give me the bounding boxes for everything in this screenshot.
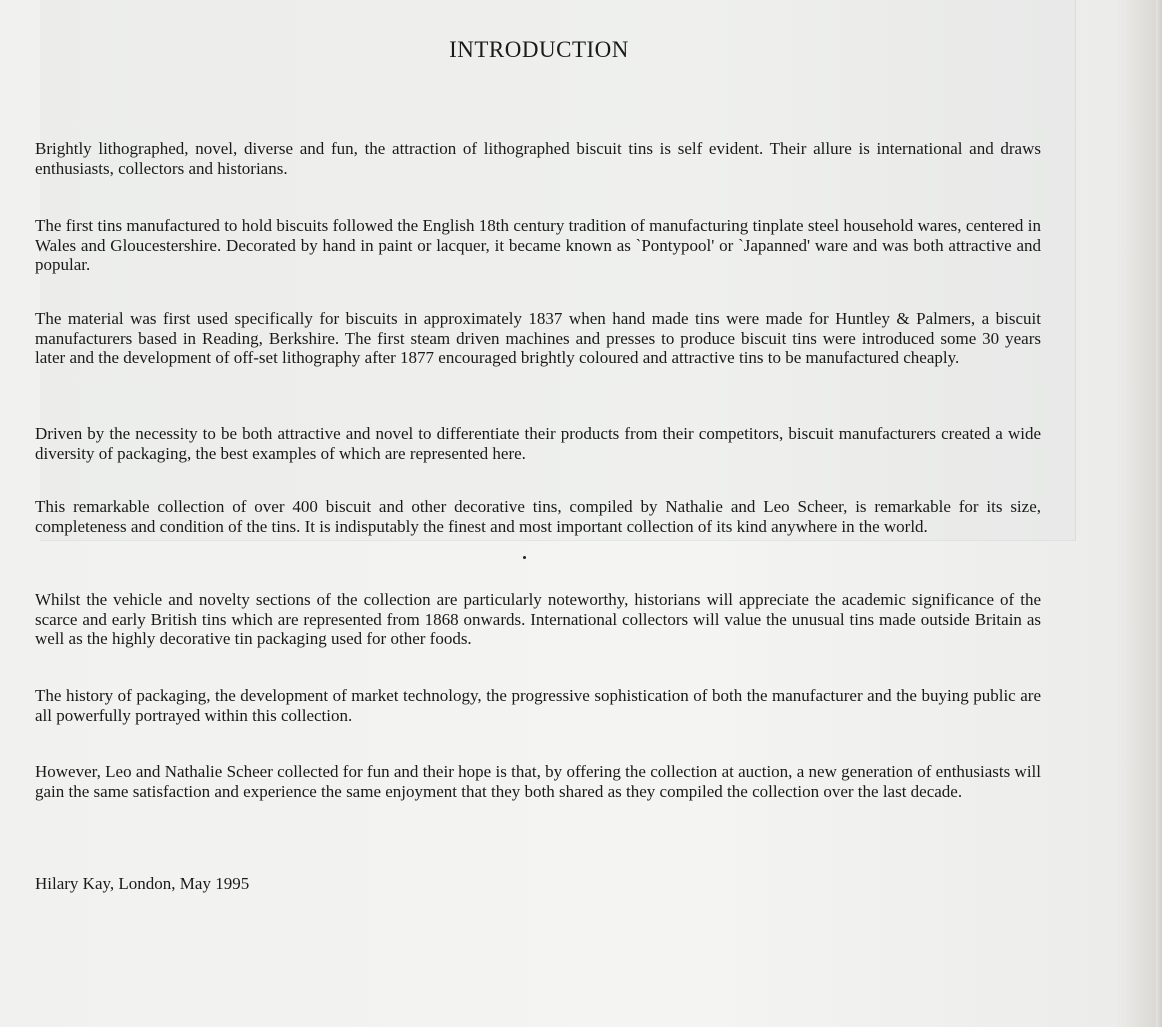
paragraph-4: Driven by the necessity to be both attractive and novel to differentiate their products from their competitors, biscuit manufacturers created a wide diversity of packaging, the best examples of which are represented here. xyxy=(35,424,1041,463)
paragraph-6: Whilst the vehicle and novelty sections of the collection are particularly noteworthy, historians will appreciate the academic significance of the scarce and early British tins which are represented from 1868 onwards. International collectors will value the unusual tins made outside Britain as well as the highly decorative tin packaging used for other foods. xyxy=(35,590,1041,648)
paragraph-3: The material was first used specifically for biscuits in approximately 1837 when hand made tins were made for Huntley & Palmers, a biscuit manufacturers based in Reading, Berkshire. The first steam driven machines and presses to produce biscuit tins were introduced some 30 years later and the development of off-set lithography after 1877 encouraged brightly coloured and attractive tins to be manufactured cheaply. xyxy=(35,309,1041,367)
page-edge-shadow xyxy=(1156,0,1162,1027)
stray-dot xyxy=(523,556,526,559)
page-title: INTRODUCTION xyxy=(449,37,629,62)
paragraph-2: The first tins manufactured to hold biscuits followed the English 18th century tradition of manufacturing tinplate steel household wares, centered in Wales and Gloucestershire. Decorated by hand in paint or lacquer, it became known as `Pontypool' or `Japanned' ware and was both attractive and popular. xyxy=(35,216,1041,274)
paragraph-1: Brightly lithographed, novel, diverse and fun, the attraction of lithographed biscuit tins is self evident. Their allure is international and draws enthusiasts, collectors and historians. xyxy=(35,139,1041,178)
paragraph-7: The history of packaging, the development of market technology, the progressive sophistication of both the manufacturer and the buying public are all powerfully portrayed within this collection. xyxy=(35,686,1041,725)
signature-line: Hilary Kay, London, May 1995 xyxy=(35,874,250,893)
paragraph-8: However, Leo and Nathalie Scheer collected for fun and their hope is that, by offering the collection at auction, a new generation of enthusiasts will gain the same satisfaction and experience the same enjoyment that they both shared as they compiled the collection over the last decade. xyxy=(35,762,1041,801)
paragraph-5: This remarkable collection of over 400 biscuit and other decorative tins, compiled by Nathalie and Leo Scheer, is remarkable for its size, completeness and condition of the tins. It is indisputably the finest and most important collection of its kind anywhere in the world. xyxy=(35,497,1041,536)
